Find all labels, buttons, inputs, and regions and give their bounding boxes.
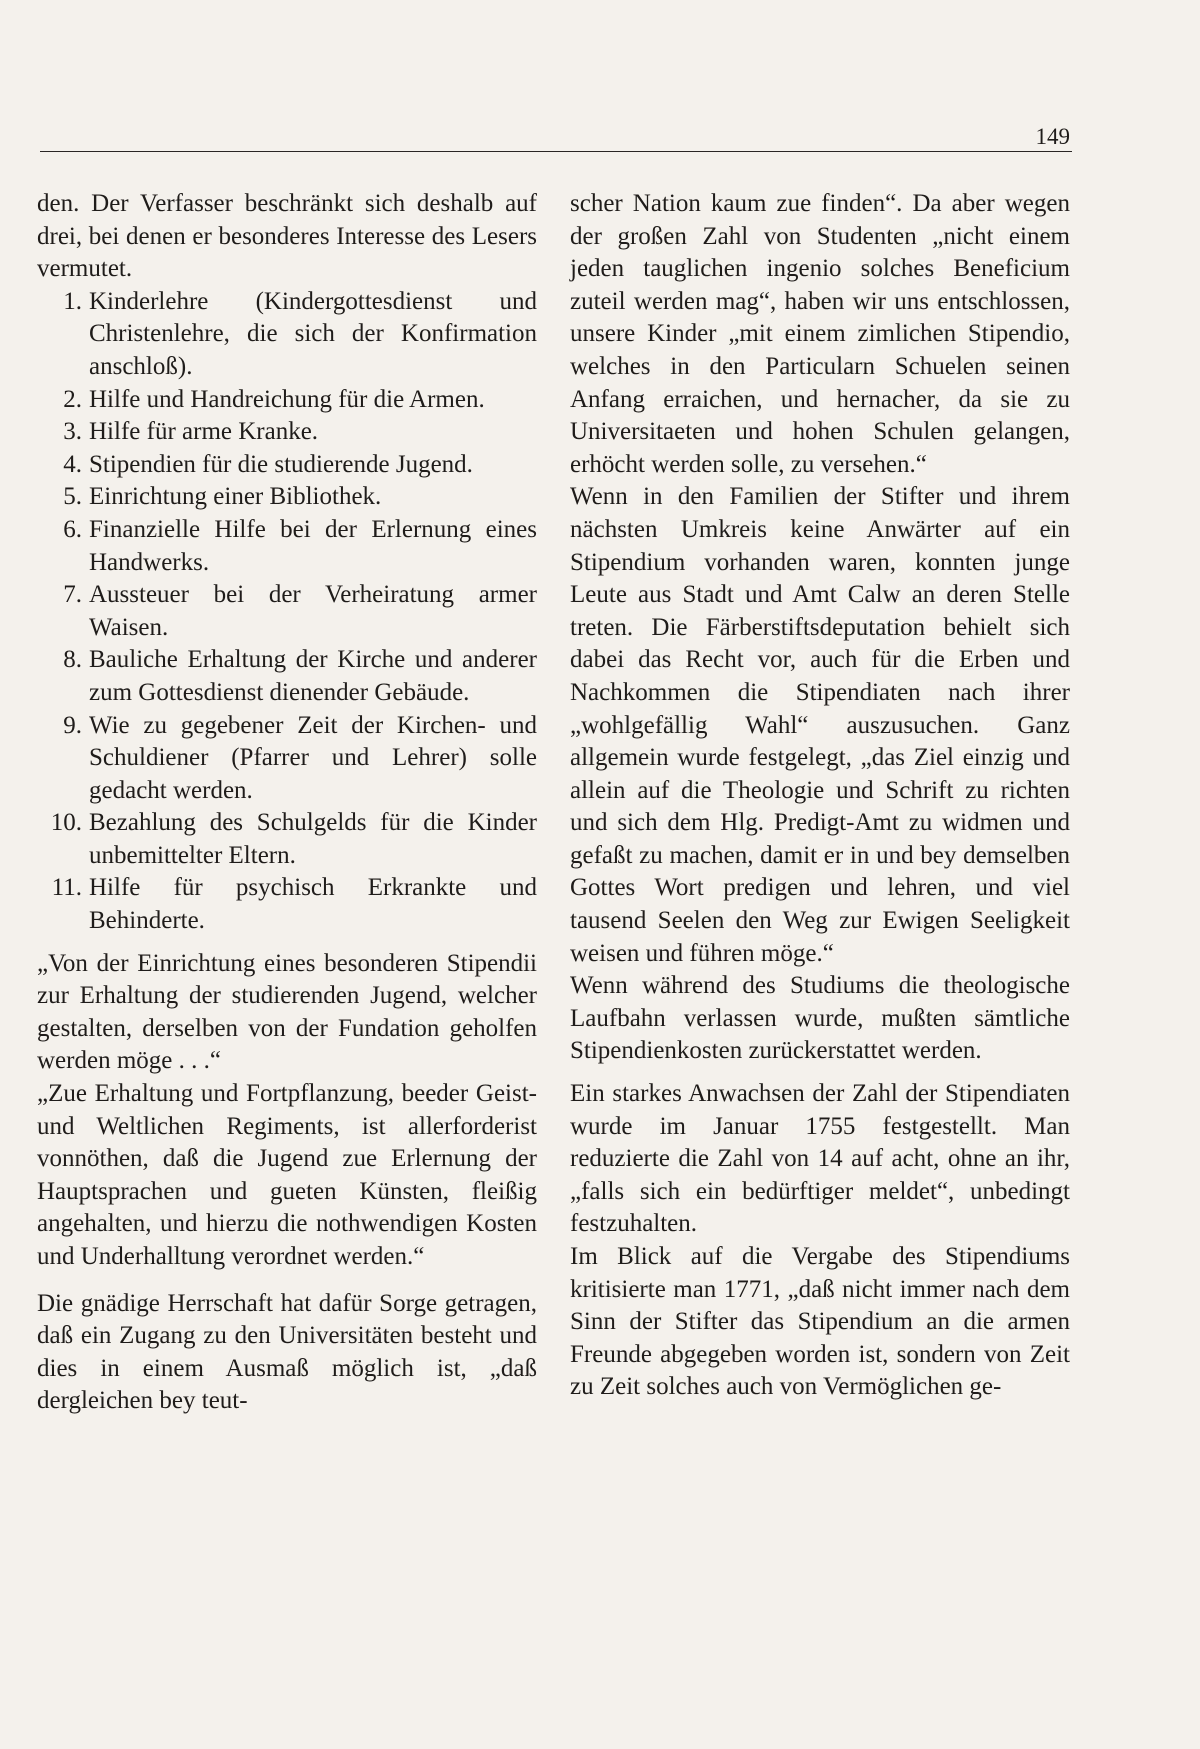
list-text: Einrichtung einer Bibliothek.	[89, 483, 382, 511]
quote-paragraph-1: „Von der Einrichtung eines besonderen Stipendii zur Erhaltung der studierenden Jugend, welcher gestalten, derselben von der Fundation geholfen werden möge . . .“	[37, 949, 537, 1075]
right-column	[570, 188, 1070, 1404]
list-number: 8.	[63, 646, 82, 674]
list-text: Hilfe und Handreichung für die Armen.	[89, 385, 485, 413]
list-text: Kinderlehre (Kindergottesdienst und Christenlehre, die sich der Konfirmation anschloß).	[89, 287, 537, 380]
list-item	[37, 807, 537, 872]
list-text: Bauliche Erhaltung der Kirche und anderer zum Gottesdienst dienender Gebäude.	[89, 646, 537, 706]
list-item	[37, 710, 537, 808]
list-item	[37, 514, 537, 579]
list-item	[37, 384, 537, 417]
list-item	[37, 449, 537, 482]
list-number: 9.	[63, 711, 82, 739]
list-number: 7.	[63, 581, 82, 609]
list-number: 4.	[63, 450, 82, 478]
header-rule	[40, 151, 1072, 152]
list-number: 10.	[50, 809, 82, 837]
body-paragraph-4: Ein starkes Anwachsen der Zahl der Stipendiaten wurde im Januar 1755 festgestellt. Man reduzierte die Zahl von 14 auf acht, ohne an ihr, „falls sich ein bedürftiger meldet“, unbedingt festzuhalten.	[570, 1080, 1070, 1238]
list-item	[37, 644, 537, 709]
list-number: 1.	[63, 287, 82, 315]
list-text: Bezahlung des Schulgelds für die Kinder unbemittelter Eltern.	[89, 809, 537, 869]
list-item	[37, 481, 537, 514]
list-item	[37, 872, 537, 937]
list-text: Hilfe für psychisch Erkrankte und Behinderte.	[89, 874, 537, 935]
list-text: Stipendien für die studierende Jugend.	[89, 450, 473, 478]
body-paragraph: Die gnädige Herrschaft hat dafür Sorge getragen, daß ein Zugang zu den Universitäten besteht und dies in einem Ausmaß möglich ist, „daß dergleichen bey teut-	[37, 1289, 537, 1415]
body-paragraph-5: Im Blick auf die Vergabe des Stipendiums kritisierte man 1771, „daß nicht immer nach dem Sinn der Stifter das Stipendium an die armen Freunde abgegeben worden ist, sondern von Zeit zu Zeit solches auch von Vermöglichen ge-	[570, 1243, 1070, 1401]
list-number: 3.	[63, 418, 82, 446]
body-paragraph-1: scher Nation kaum zue finden“. Da aber wegen der großen Zahl von Studenten „nicht einem jeden tauglichen ingenio solches Beneficium zuteil werden mag“, haben wir uns entschlossen, unsere Kinder „mit einem zimlichen Stipendio, welches in den Particularn Schuelen seinen Anfang erraichen, und hernacher, da sie zu Universitaeten und hohen Schulen gelangen, erhöcht werden solle, zu versehen.“	[570, 190, 1070, 478]
list-text: Aussteuer bei der Verheiratung armer Waisen.	[89, 581, 537, 641]
list-number: 11.	[51, 874, 82, 902]
quote-paragraph-2: „Zue Erhaltung und Fortpflanzung, beeder Geist- und Weltlichen Regiments, ist allerforderist vonnöthen, daß die Jugend zue Erlernung der Hauptsprachen und gueten Künsten, fleißig angehalten, und hierzu die nothwendigen Kosten und Underhalltung verordnet werden.“	[37, 1080, 537, 1270]
list-item	[37, 416, 537, 449]
body-paragraph-3: Wenn während des Studiums die theologische Laufbahn verlassen wurde, mußten sämtliche Stipendienkosten zurückerstattet werden.	[570, 972, 1070, 1065]
list-item	[37, 286, 537, 384]
list-number: 6.	[63, 515, 82, 543]
list-item	[37, 579, 537, 644]
list-text: Hilfe für arme Kranke.	[89, 418, 319, 446]
list-number: 5.	[63, 483, 82, 511]
list-text: Wie zu gegebener Zeit der Kirchen- und Schuldiener (Pfarrer und Lehrer) solle gedacht werden.	[89, 711, 537, 804]
list-text: Finanzielle Hilfe bei der Erlernung eines Handwerks.	[89, 515, 537, 576]
body-paragraph-2: Wenn in den Familien der Stifter und ihrem nächsten Umkreis keine Anwärter auf ein Stipendium vorhanden waren, konnten junge Leute aus Stadt und Amt Calw an deren Stelle treten. Die Färberstiftsdeputation behielt sich dabei das Recht vor, auch für die Erben und Nachkommen die Stipendiaten nach ihrer „wohlgefällig Wahl“ auszusuchen. Ganz allgemein wurde festgelegt, „das Ziel einzig und allein auf die Theologie und Schrift zu richten und sich dem Hlg. Predigt-Amt zu widmen und gefaßt zu machen, damit er in und bey demselben Gottes Wort predigen und lehren, und viel tausend Seelen den Weg zur Ewigen Seeligkeit weisen und führen möge.“	[570, 483, 1070, 967]
foundation-purposes-list	[37, 286, 537, 938]
list-number: 2.	[63, 385, 82, 413]
intro-paragraph: den. Der Verfasser beschränkt sich deshalb auf drei, bei denen er besonderes Interesse des Lesers vermutet.	[37, 190, 537, 283]
left-column	[37, 188, 537, 1418]
page-number: 149	[1035, 124, 1070, 149]
